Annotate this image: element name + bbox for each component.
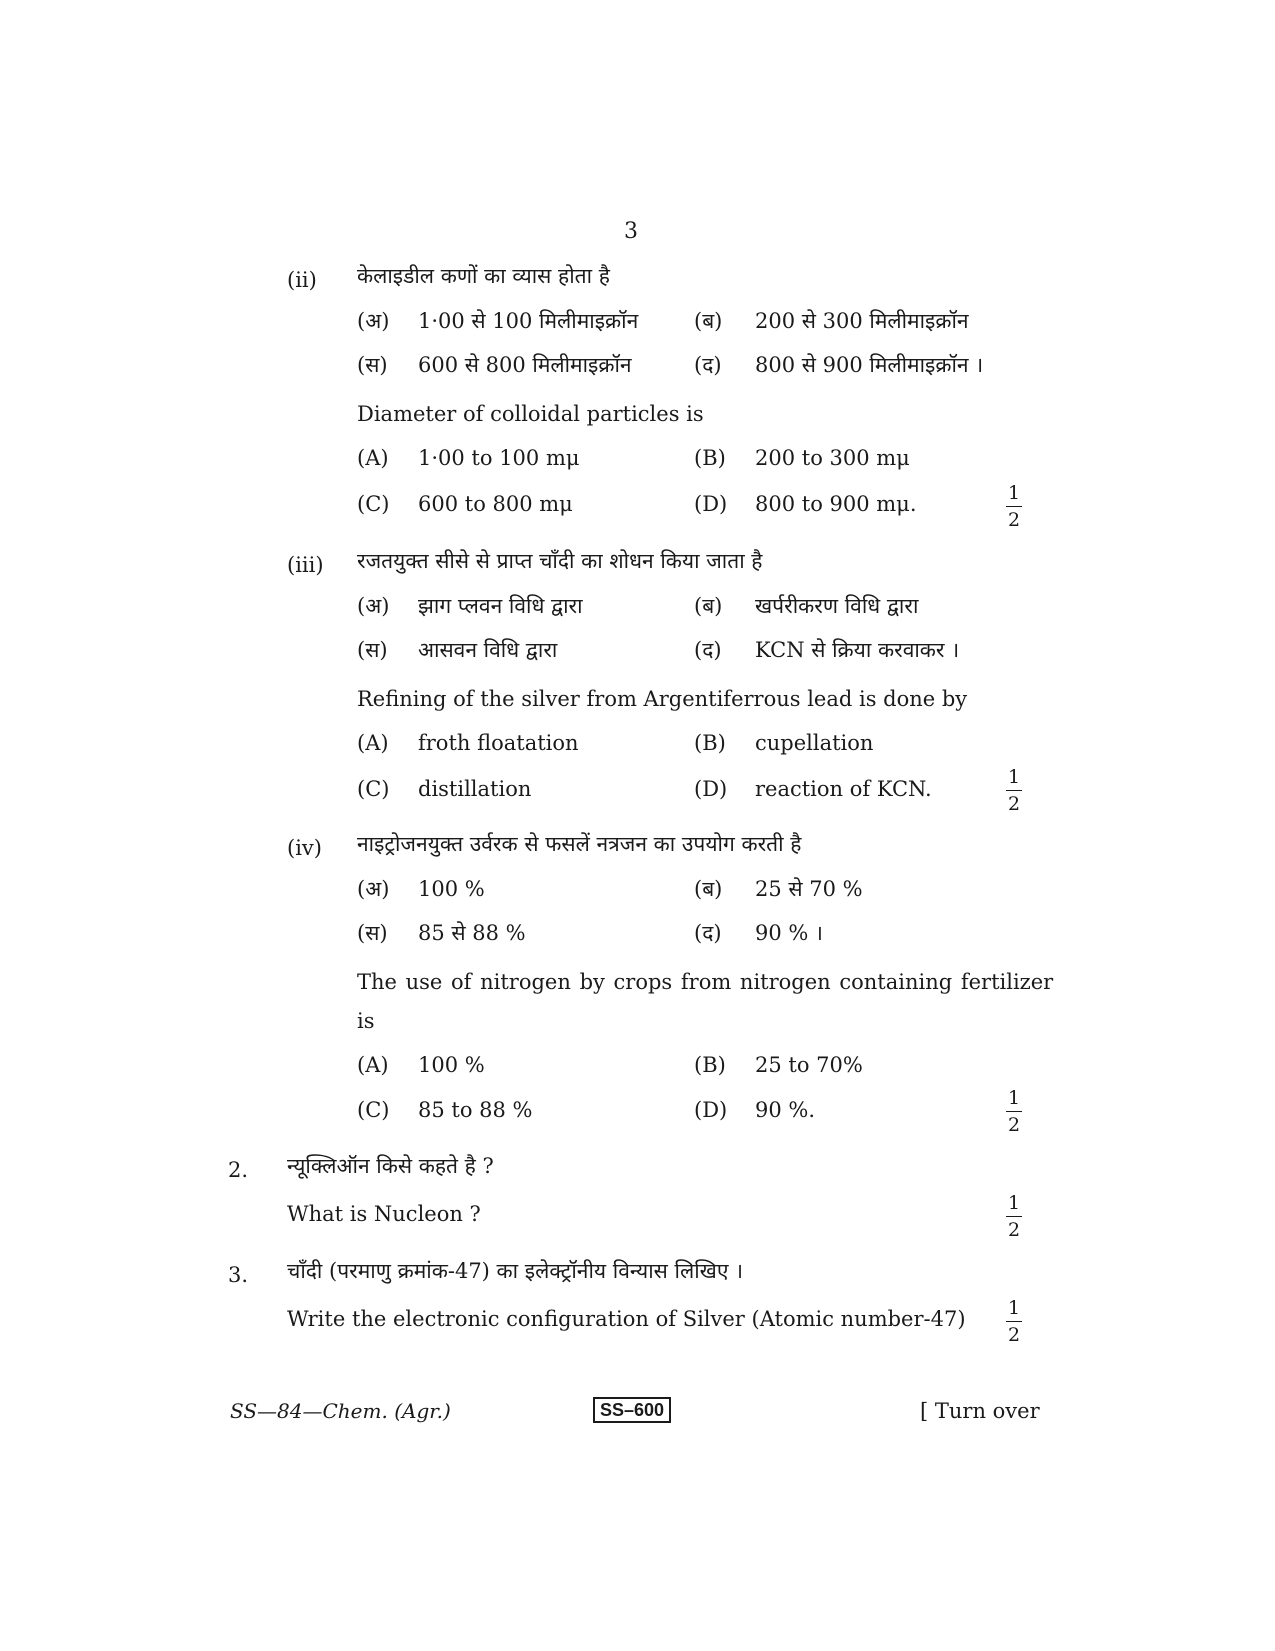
question-text-hindi: नाइट्रोजनयुक्त उर्वरक से फसलें नत्रजन का उपयोग करती है <box>357 832 802 856</box>
question-number: (ii) <box>287 268 317 292</box>
question-number: 2. <box>228 1158 249 1182</box>
option-label: (A) <box>357 731 389 755</box>
option-text: 1·00 to 100 mμ <box>418 446 580 470</box>
option-label: (अ) <box>357 594 390 618</box>
question-text-hindi: न्यूक्लिऑन किसे कहते है ? <box>287 1154 494 1178</box>
option-text: 100 % <box>418 877 485 901</box>
marks-fraction <box>1006 1089 1022 1135</box>
option-label: (स) <box>357 353 388 377</box>
option-label: (ब) <box>694 594 723 618</box>
footer-turn-over: [ Turn over <box>920 1399 1040 1423</box>
fraction-bar <box>1006 790 1022 791</box>
option-label: (अ) <box>357 309 390 333</box>
question-text-english: Refining of the silver from Argentiferrous lead is done by <box>357 687 968 711</box>
option-text: 25 से 70 % <box>755 877 863 901</box>
marks-fraction <box>1006 768 1022 814</box>
marks-numerator: 1 <box>1007 482 1021 504</box>
option-text: 85 से 88 % <box>418 921 526 945</box>
option-text: KCN से क्रिया करवाकर । <box>755 638 960 662</box>
option-text: 90 % । <box>755 921 823 945</box>
option-label: (द) <box>694 638 722 662</box>
question-number: 3. <box>228 1263 249 1287</box>
marks-fraction <box>1006 1299 1022 1345</box>
option-label: (D) <box>694 492 728 516</box>
page-number: 3 <box>624 219 638 244</box>
question-text-hindi: चाँदी (परमाणु क्रमांक-47) का इलेक्ट्रॉनीय विन्यास लिखिए । <box>287 1259 744 1283</box>
option-text: 600 to 800 mμ <box>418 492 573 516</box>
footer-paper-code: SS—84—Chem. (Agr.) <box>230 1399 451 1423</box>
option-text: 100 % <box>418 1053 485 1077</box>
marks-fraction <box>1006 484 1022 530</box>
option-text: distillation <box>418 777 532 801</box>
option-text: cupellation <box>755 731 874 755</box>
option-label: (ब) <box>694 877 723 901</box>
option-text: reaction of KCN. <box>755 777 932 801</box>
marks-numerator: 1 <box>1007 1087 1021 1109</box>
question-text-english-continued: is <box>357 1009 375 1033</box>
question-text-hindi: केलाइडील कणों का व्यास होता है <box>357 264 610 288</box>
option-text: 600 से 800 मिलीमाइक्रॉन <box>418 353 632 377</box>
marks-numerator: 1 <box>1007 1297 1021 1319</box>
option-label: (C) <box>357 1098 390 1122</box>
option-label: (D) <box>694 1098 728 1122</box>
marks-denominator: 2 <box>1007 793 1021 815</box>
option-label: (A) <box>357 446 389 470</box>
question-text-hindi: रजतयुक्त सीसे से प्राप्त चाँदी का शोधन किया जाता है <box>357 549 763 573</box>
option-label: (स) <box>357 638 388 662</box>
question-text-english: Write the electronic configuration of Silver (Atomic number-47) <box>287 1307 966 1331</box>
option-label: (C) <box>357 777 390 801</box>
option-label: (C) <box>357 492 390 516</box>
option-label: (B) <box>694 446 726 470</box>
question-number: (iii) <box>287 553 324 577</box>
option-text: 85 to 88 % <box>418 1098 533 1122</box>
option-text: 90 %. <box>755 1098 816 1122</box>
option-text: 200 to 300 mμ <box>755 446 910 470</box>
option-text: खर्परीकरण विधि द्वारा <box>755 594 919 618</box>
question-text-english: Diameter of colloidal particles is <box>357 402 704 426</box>
marks-numerator: 1 <box>1007 766 1021 788</box>
option-text: झाग प्लवन विधि द्वारा <box>418 594 583 618</box>
marks-denominator: 2 <box>1007 509 1021 531</box>
fraction-bar <box>1006 506 1022 507</box>
marks-denominator: 2 <box>1007 1324 1021 1346</box>
option-label: (द) <box>694 353 722 377</box>
option-label: (अ) <box>357 877 390 901</box>
option-text: 1·00 से 100 मिलीमाइक्रॉन <box>418 309 639 333</box>
option-text: 200 से 300 मिलीमाइक्रॉन <box>755 309 969 333</box>
marks-numerator: 1 <box>1007 1192 1021 1214</box>
option-label: (A) <box>357 1053 389 1077</box>
question-text-english: What is Nucleon ? <box>287 1202 481 1226</box>
option-text: froth floatation <box>418 731 579 755</box>
question-number: (iv) <box>287 836 322 860</box>
option-label: (B) <box>694 731 726 755</box>
option-label: (द) <box>694 921 722 945</box>
option-label: (स) <box>357 921 388 945</box>
marks-denominator: 2 <box>1007 1114 1021 1136</box>
fraction-bar <box>1006 1216 1022 1217</box>
fraction-bar <box>1006 1111 1022 1112</box>
option-text: 800 से 900 मिलीमाइक्रॉन । <box>755 353 984 377</box>
fraction-bar <box>1006 1321 1022 1322</box>
option-text: आसवन विधि द्वारा <box>418 638 558 662</box>
marks-denominator: 2 <box>1007 1219 1021 1241</box>
option-label: (D) <box>694 777 728 801</box>
question-text-english: The use of nitrogen by crops from nitrogen containing fertilizer <box>357 970 1054 994</box>
footer-series-code: SS–600 <box>593 1397 671 1423</box>
option-label: (B) <box>694 1053 726 1077</box>
option-text: 25 to 70% <box>755 1053 863 1077</box>
marks-fraction <box>1006 1194 1022 1240</box>
option-text: 800 to 900 mμ. <box>755 492 917 516</box>
option-label: (ब) <box>694 309 723 333</box>
